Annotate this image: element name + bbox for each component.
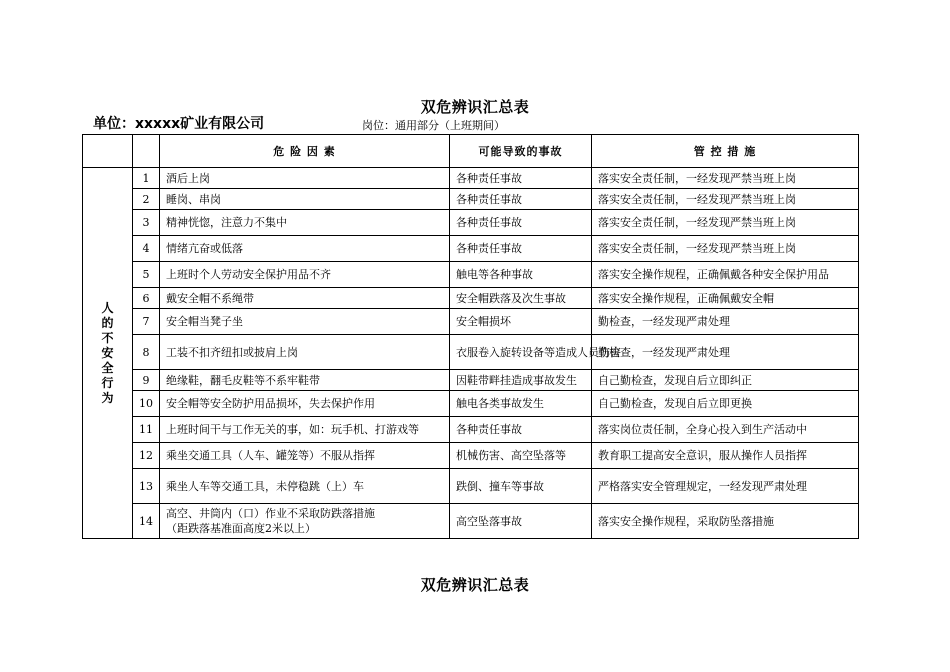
category-char: 人 xyxy=(101,300,114,315)
measure-cell: 落实安全责任制，一经发现严禁当班上岗 xyxy=(592,189,859,210)
post-label: 岗位：通用部分（上班期间） xyxy=(362,119,505,132)
table-row xyxy=(83,168,859,189)
category-char: 行 xyxy=(101,375,114,390)
category-char: 不 xyxy=(101,330,114,345)
hazard-cell: 工装不扣齐纽扣或披肩上岗 xyxy=(160,335,450,370)
unit-label: 单位：xxxxx矿业有限公司 xyxy=(93,116,265,132)
table-header-row xyxy=(83,135,859,168)
table-row xyxy=(83,417,859,443)
measure-cell: 落实岗位责任制，全身心投入到生产活动中 xyxy=(592,417,859,443)
header-num xyxy=(133,135,160,168)
accident-cell: 高空坠落事故 xyxy=(450,504,592,539)
hazard-cell: 精神恍惚，注意力不集中 xyxy=(160,210,450,236)
measure-cell: 自己勤检查，发现自后立即纠正 xyxy=(592,370,859,391)
hazard-cell: 绝缘鞋，翻毛皮鞋等不系牢鞋带 xyxy=(160,370,450,391)
page-title: 双危辨识汇总表 xyxy=(420,98,530,116)
accident-cell: 衣服卷入旋转设备等造成人员伤害 xyxy=(450,335,592,370)
measure-cell: 落实安全操作规程，正确佩戴各种安全保护用品 xyxy=(592,262,859,288)
hazard-cell: 上班时间干与工作无关的事，如：玩手机、打游戏等 xyxy=(160,417,450,443)
category-char: 全 xyxy=(101,360,114,375)
measure-cell: 落实安全操作规程，正确佩戴安全帽 xyxy=(592,288,859,309)
accident-cell: 触电等各种事故 xyxy=(450,262,592,288)
row-number: 7 xyxy=(133,309,160,335)
row-number: 3 xyxy=(133,210,160,236)
hazard-cell: 情绪亢奋或低落 xyxy=(160,236,450,262)
table-row xyxy=(83,189,859,210)
hazard-table xyxy=(82,134,859,539)
accident-cell: 各种责任事故 xyxy=(450,189,592,210)
table-row xyxy=(83,504,859,539)
category-char: 的 xyxy=(101,315,114,330)
measure-cell: 教育职工提高安全意识，服从操作人员指挥 xyxy=(592,443,859,469)
table-row xyxy=(83,210,859,236)
table-row xyxy=(83,262,859,288)
hazard-cell: 上班时个人劳动安全保护用品不齐 xyxy=(160,262,450,288)
header-blank xyxy=(83,135,133,168)
hazard-cell: 酒后上岗 xyxy=(160,168,450,189)
row-number: 13 xyxy=(133,469,160,504)
row-number: 5 xyxy=(133,262,160,288)
row-number: 11 xyxy=(133,417,160,443)
hazard-cell xyxy=(160,504,450,539)
accident-cell: 跌倒、撞车等事故 xyxy=(450,469,592,504)
category-char: 为 xyxy=(101,390,114,405)
hazard-cell: 安全帽当凳子坐 xyxy=(160,309,450,335)
hazard-line: 高空、井筒内（口）作业不采取防跌落措施 xyxy=(166,507,375,520)
hazard-cell: 乘坐人车等交通工具，未停稳跳（上）车 xyxy=(160,469,450,504)
measure-cell: 落实安全责任制，一经发现严禁当班上岗 xyxy=(592,236,859,262)
row-number: 8 xyxy=(133,335,160,370)
hazard-cell: 安全帽等安全防护用品损坏，失去保护作用 xyxy=(160,391,450,417)
measure-cell: 落实安全责任制，一经发现严禁当班上岗 xyxy=(592,168,859,189)
accident-cell: 各种责任事故 xyxy=(450,210,592,236)
table-row xyxy=(83,236,859,262)
accident-cell: 因鞋带畔挂造成事故发生 xyxy=(450,370,592,391)
measure-cell: 落实安全责任制，一经发现严禁当班上岗 xyxy=(592,210,859,236)
measure-cell: 严格落实安全管理规定，一经发现严肃处理 xyxy=(592,469,859,504)
row-number: 2 xyxy=(133,189,160,210)
header-accident: 可能导致的事故 xyxy=(450,135,592,168)
measure-cell: 自己勤检查，发现自后立即更换 xyxy=(592,391,859,417)
measure-cell: 勤检查，一经发现严肃处理 xyxy=(592,309,859,335)
accident-cell: 各种责任事故 xyxy=(450,168,592,189)
category-char: 安 xyxy=(101,345,114,360)
row-number: 14 xyxy=(133,504,160,539)
category-cell xyxy=(83,168,133,539)
row-number: 4 xyxy=(133,236,160,262)
header-hazard: 危 险 因 素 xyxy=(160,135,450,168)
table-row xyxy=(83,335,859,370)
row-number: 10 xyxy=(133,391,160,417)
page-title-repeat: 双危辨识汇总表 xyxy=(420,576,530,594)
accident-cell: 触电各类事故发生 xyxy=(450,391,592,417)
accident-cell: 安全帽损坏 xyxy=(450,309,592,335)
hazard-cell: 乘坐交通工具（人车、罐笼等）不服从指挥 xyxy=(160,443,450,469)
table-row xyxy=(83,370,859,391)
table-row xyxy=(83,288,859,309)
table-row xyxy=(83,469,859,504)
accident-cell: 各种责任事故 xyxy=(450,236,592,262)
accident-cell: 机械伤害、高空坠落等 xyxy=(450,443,592,469)
row-number: 6 xyxy=(133,288,160,309)
accident-cell: 各种责任事故 xyxy=(450,417,592,443)
header-measure: 管 控 措 施 xyxy=(592,135,859,168)
table-row xyxy=(83,309,859,335)
table-row xyxy=(83,391,859,417)
table-row xyxy=(83,443,859,469)
hazard-line: （距跌落基准面高度2米以上） xyxy=(166,522,316,535)
measure-cell: 落实安全操作规程，采取防坠落措施 xyxy=(592,504,859,539)
row-number: 9 xyxy=(133,370,160,391)
accident-cell: 安全帽跌落及次生事故 xyxy=(450,288,592,309)
row-number: 1 xyxy=(133,168,160,189)
row-number: 12 xyxy=(133,443,160,469)
measure-cell: 勤检查，一经发现严肃处理 xyxy=(592,335,859,370)
hazard-cell: 睡岗、串岗 xyxy=(160,189,450,210)
hazard-cell: 戴安全帽不系绳带 xyxy=(160,288,450,309)
